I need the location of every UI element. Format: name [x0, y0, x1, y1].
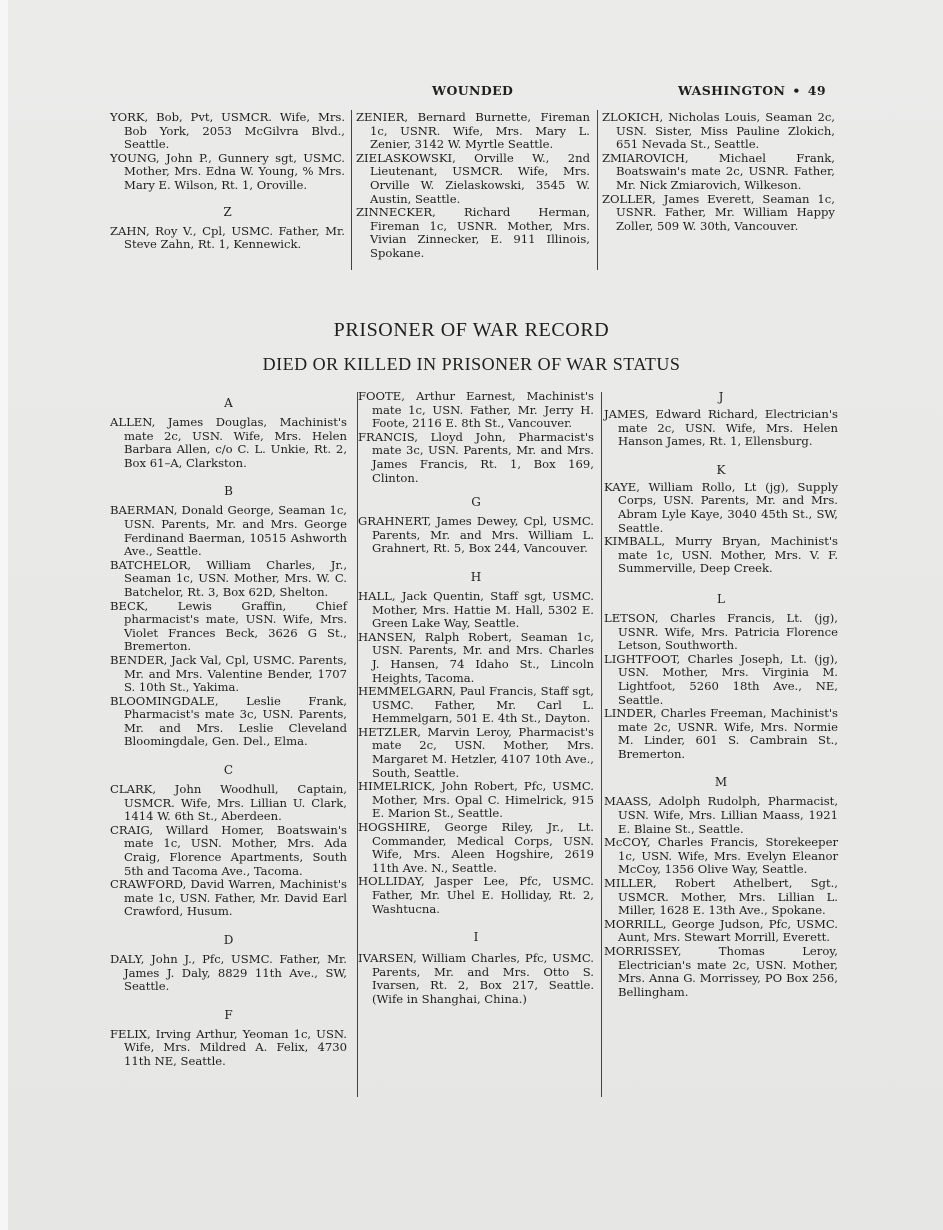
casualty-entry: LIGHTFOOT, Charles Joseph, Lt. (jg), USN. Mother, Mrs. Virginia M. Lightfoot, 5260 18th Ave., NE, Seattle. — [604, 651, 838, 707]
alphabet-letter-heading: I — [473, 930, 479, 945]
casualty-entry: DALY, John J., Pfc, USMC. Father, Mr. James J. Daly, 8829 11th Ave., SW, Seattle. — [110, 952, 347, 994]
casualty-entry: HIMELRICK, John Robert, Pfc, USMC. Mother, Mrs. Opal C. Himelrick, 915 E. Marion St., Seattle. — [358, 779, 594, 821]
casualty-entry: GRAHNERT, James Dewey, Cpl, USMC. Parents, Mr. and Mrs. William L. Grahnert, Rt. 5, Box 244, Vancouver. — [358, 514, 594, 556]
alphabet-letter-heading: K — [716, 462, 726, 477]
casualty-entry: MILLER, Robert Athelbert, Sgt., USMCR. Mother, Mrs. Lillian L. Miller, 1628 E. 13th Ave., Spokane. — [604, 876, 838, 918]
casualty-entry: HALL, Jack Quentin, Staff sgt, USMC. Mother, Mrs. Hattie M. Hall, 5302 E. Green Lake Way, Seattle. — [358, 588, 594, 631]
casualty-entry: ZMIAROVICH, Michael Frank, Boatswain's mate 2c, USNR. Father, Mr. Nick Zmiarovich, Wilkeson. — [602, 150, 835, 192]
bottom-column-3 — [604, 390, 838, 999]
casualty-entry: BLOOMINGDALE, Leslie Frank, Pharmacist's mate 3c, USN. Parents, Mr. and Mrs. Leslie Cleveland Bloomingdale, Gen. Del., Elma. — [110, 693, 347, 749]
alphabet-letter-heading: M — [714, 775, 728, 790]
casualty-entry: ZOLLER, James Everett, Seaman 1c, USNR. Father, Mr. William Happy Zoller, 509 W. 30th, Vancouver. — [602, 191, 835, 233]
top-column-1 — [110, 111, 345, 252]
alphabet-letter-heading: L — [717, 591, 725, 606]
casualty-entry: BAERMAN, Donald George, Seaman 1c, USN. Parents, Mr. and Mrs. George Ferdinand Baerman, 10515 Ashworth Ave., Seattle. — [110, 503, 347, 559]
casualty-entry: LETSON, Charles Francis, Lt. (jg), USNR. Wife, Mrs. Patricia Florence Letson, Southworth. — [604, 610, 838, 653]
alphabet-letter-heading: D — [223, 933, 234, 947]
column-rule — [601, 392, 602, 1097]
casualty-entry: JAMES, Edward Richard, Electrician's mate 2c, USN. Wife, Mrs. Helen Hanson James, Rt. 1, Ellensburg. — [604, 407, 838, 449]
alphabet-letter-heading: B — [224, 484, 233, 499]
alphabet-letter-heading: J — [718, 390, 724, 404]
casualty-entry: HETZLER, Marvin Leroy, Pharmacist's mate 2c, USN. Mother, Mrs. Margaret M. Hetzler, 4107 10th Ave., South, Seattle. — [358, 724, 594, 780]
casualty-entry: HOGSHIRE, George Riley, Jr., Lt. Commander, Medical Corps, USN. Wife, Mrs. Aleen Hogshire, 2619 11th Ave. N., Seattle. — [358, 820, 594, 875]
top-column-2 — [356, 111, 590, 261]
alphabet-letter-heading: C — [223, 763, 234, 778]
casualty-entry: CRAWFORD, David Warren, Machinist's mate 1c, USN. Father, Mr. David Earl Crawford, Husum. — [110, 877, 347, 919]
page-edge — [0, 0, 8, 1230]
casualty-entry: LINDER, Charles Freeman, Machinist's mate 2c, USNR. Wife, Mrs. Normie M. Linder, 601 S. Cambrain St., Bremerton. — [604, 706, 838, 761]
casualty-entry: McCOY, Charles Francis, Storekeeper 1c, USN. Wife, Mrs. Evelyn Eleanor McCoy, 1356 Olive Way, Seattle. — [604, 835, 838, 877]
bottom-column-2 — [358, 390, 594, 1007]
casualty-entry: YOUNG, John P., Gunnery sgt, USMC. Mother, Mrs. Edna W. Young, % Mrs. Mary E. Wilson, Rt. 1, Oroville. — [110, 150, 345, 192]
casualty-entry: ZENIER, Bernard Burnette, Fireman 1c, USNR. Wife, Mrs. Mary L. Zenier, 3142 W. Myrtle Seattle. — [356, 110, 590, 152]
casualty-entry: HOLLIDAY, Jasper Lee, Pfc, USMC. Father, Mr. Uhel E. Holliday, Rt. 2, Washtucna. — [358, 874, 594, 916]
casualty-entry: FRANCIS, Lloyd John, Pharmacist's mate 3c, USN. Parents, Mr. and Mrs. James Francis, Rt. 1, Box 169, Clinton. — [358, 429, 594, 485]
column-rule — [351, 110, 352, 270]
casualty-entry: KIMBALL, Murry Bryan, Machinist's mate 1c, USN. Mother, Mrs. V. F. Summerville, Deep Creek. — [604, 534, 838, 576]
alphabet-letter-heading: Z — [223, 204, 232, 219]
casualty-entry: BECK, Lewis Graffin, Chief pharmacist's mate, USN. Wife, Mrs. Violet Frances Beck, 3626 G St., Bremerton. — [110, 598, 347, 654]
state-name: WASHINGTON — [678, 83, 786, 98]
bottom-column-1 — [110, 396, 347, 1069]
casualty-entry: ZAHN, Roy V., Cpl, USMC. Father, Mr. Steve Zahn, Rt. 1, Kennewick. — [110, 223, 345, 252]
casualty-entry: CLARK, John Woodhull, Captain, USMCR. Wife, Mrs. Lillian U. Clark, 1414 W. 6th St., Aberdeen. — [110, 782, 347, 824]
casualty-entry: ALLEN, James Douglas, Machinist's mate 2c, USN. Wife, Mrs. Helen Barbara Allen, c/o C. L. Unkie, Rt. 2, Box 61–A, Clarkston. — [110, 415, 347, 470]
casualty-entry: HANSEN, Ralph Robert, Seaman 1c, USN. Parents, Mr. and Mrs. Charles J. Hansen, 74 Idaho St., Lincoln Heights, Tacoma. — [358, 629, 594, 685]
casualty-entry: IVARSEN, William Charles, Pfc, USMC. Parents, Mr. and Mrs. Otto S. Ivarsen, Rt. 2, Box 217, Seattle. (Wife in Shanghai, China.) — [358, 951, 594, 1006]
top-column-3 — [602, 111, 835, 233]
alphabet-letter-heading: H — [470, 569, 482, 584]
column-rule — [597, 110, 598, 270]
casualty-entry: KAYE, William Rollo, Lt (jg), Supply Corps, USN. Parents, Mr. and Mrs. Abram Lyle Kaye, 3040 45th St., SW, Seattle. — [604, 479, 838, 535]
casualty-entry: YORK, Bob, Pvt, USMCR. Wife, Mrs. Bob York, 2053 McGilvra Blvd., Seattle. — [110, 110, 345, 152]
casualty-entry: FELIX, Irving Arthur, Yeoman 1c, USN. Wife, Mrs. Mildred A. Felix, 4730 11th NE, Seattle. — [110, 1026, 347, 1068]
casualty-entry: ZINNECKER, Richard Herman, Fireman 1c, USNR. Mother, Mrs. Vivian Zinnecker, E. 911 Illinois, Spokane. — [356, 205, 590, 260]
casualty-entry: MORRISSEY, Thomas Leroy, Electrician's mate 2c, USN. Mother, Mrs. Anna G. Morrissey, PO Box 256, Bellingham. — [604, 944, 838, 999]
section-heading: WOUNDED — [432, 83, 514, 98]
casualty-entry: ZIELASKOWSKI, Orville W., 2nd Lieutenant, USMCR. Wife, Mrs. Orville W. Zielaskowski, 3545 W. Austin, Seattle. — [356, 150, 590, 206]
alphabet-letter-heading: A — [224, 396, 233, 410]
casualty-entry: BENDER, Jack Val, Cpl, USMC. Parents, Mr. and Mrs. Valentine Bender, 1707 S. 10th St., Yakima. — [110, 652, 347, 695]
alphabet-letter-heading: F — [224, 1007, 233, 1022]
casualty-entry: ZLOKICH, Nicholas Louis, Seaman 2c, USN. Sister, Miss Pauline Zlokich, 651 Nevada St., Seattle. — [602, 110, 835, 152]
bullet: • — [792, 83, 801, 98]
casualty-entry: MORRILL, George Judson, Pfc, USMC. Aunt, Mrs. Stewart Morrill, Everett. — [604, 916, 838, 945]
casualty-entry: HEMMELGARN, Paul Francis, Staff sgt, USMC. Father, Mr. Carl L. Hemmelgarn, 501 E. 4th St., Dayton. — [358, 684, 594, 726]
casualty-entry: BATCHELOR, William Charles, Jr., Seaman 1c, USN. Mother, Mrs. W. C. Batchelor, Rt. 3, Box 62D, Shelton. — [110, 557, 347, 599]
page-number: 49 — [807, 83, 826, 98]
casualty-entry: MAASS, Adolph Rudolph, Pharmacist, USN. Wife, Mrs. Lillian Maass, 1921 E. Blaine St., Seattle. — [604, 794, 838, 836]
page-title: PRISONER OF WAR RECORD — [333, 319, 610, 341]
casualty-entry: CRAIG, Willard Homer, Boatswain's mate 1c, USN. Mother, Mrs. Ada Craig, Florence Apartments, South 5th and Tacoma Ave., Tacoma. — [110, 822, 347, 878]
page-header — [678, 83, 826, 98]
alphabet-letter-heading: G — [471, 495, 481, 510]
page-subtitle: DIED OR KILLED IN PRISONER OF WAR STATUS — [262, 354, 681, 374]
casualty-entry: FOOTE, Arthur Earnest, Machinist's mate 1c, USN. Father, Mr. Jerry H. Foote, 2116 E. 8th St., Vancouver. — [358, 389, 594, 431]
